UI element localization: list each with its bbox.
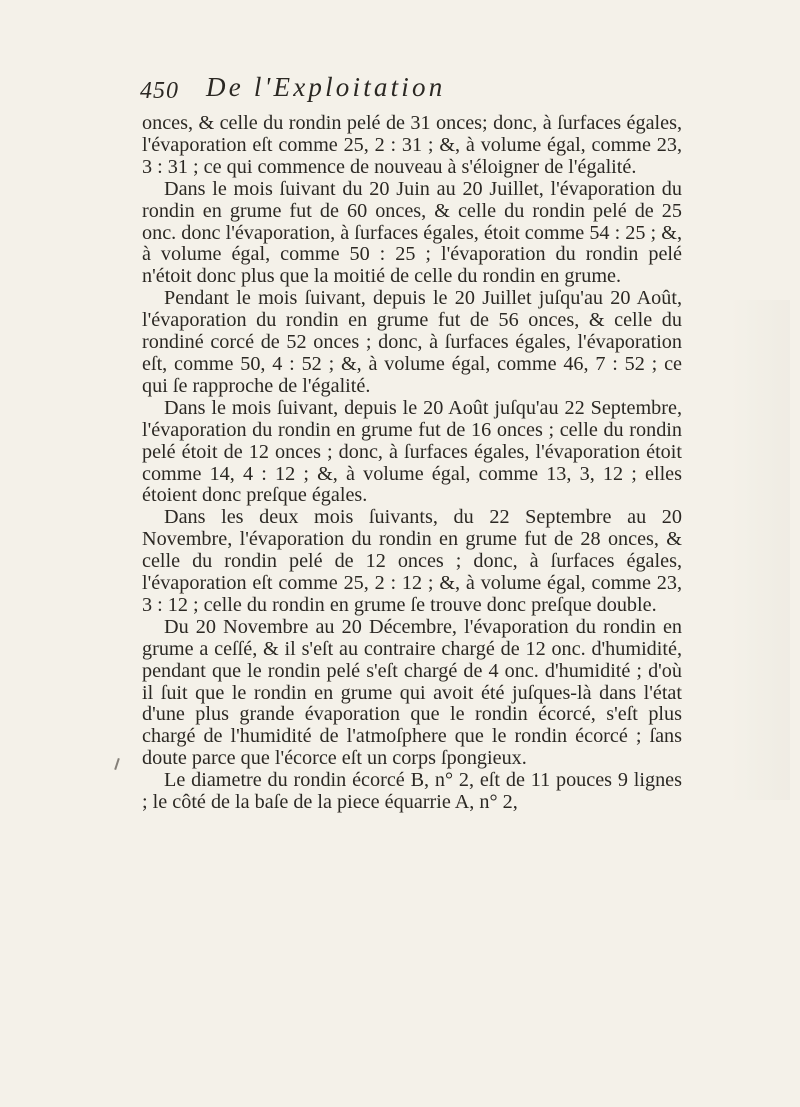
body-text xyxy=(142,113,682,814)
margin-mark xyxy=(114,758,120,770)
paragraph-2: Dans le mois ſuivant du 20 Juin au 20 Juillet, l'évaporation du rondin en grume fut de 60 onces, & celle du rondin pelé de 25 onc. donc l'évaporation, à ſurfaces égales, étoit comme 54 : 25 ; &, à volume égal, comme 50 : 25 ; l'évaporation du rondin pelé n'étoit donc plus que la moitié de celle du rondin en grume. xyxy=(142,177,682,288)
page-number: 450 xyxy=(140,78,179,104)
paragraph-5: Dans les deux mois ſuivants, du 22 Septembre au 20 Novembre, l'évaporation du rondin en grume fut de 28 onces, & celle du rondin pelé de 12 onces ; donc, à ſurfaces égales, l'évaporation eſt comme 25, 2 : 12 ; &, à volume égal, comme 23, 3 : 12 ; celle du rondin en grume ſe trouve donc preſque double. xyxy=(142,506,682,616)
paragraph-3: Pendant le mois ſuivant, depuis le 20 Juillet juſqu'au 20 Août, l'évaporation du rondin en grume fut de 56 onces, & celle du rondiné corcé de 52 onces ; donc, à ſurfaces égales, l'évaporation eſt, comme 50, 4 : 52 ; &, à volume égal, comme 46, 7 : 52 ; ce qui ſe rapproche de l'égalité. xyxy=(142,287,682,397)
paper-shading xyxy=(730,300,790,800)
running-head xyxy=(140,72,680,112)
paragraph-4: Dans le mois ſuivant, depuis le 20 Août juſqu'au 22 Septembre, l'évaporation du rondin en grume fut de 16 onces ; celle du rondin pelé étoit de 12 onces ; donc, à ſurfaces égales, l'évaporation étoit comme 14, 4 : 12 ; &, à volume égal, comme 13, 3, 12 ; elles étoient donc preſque égales. xyxy=(142,396,682,507)
running-title: De l'Exploitation xyxy=(206,72,446,102)
paragraph-1: onces, & celle du rondin pelé de 31 onces; donc, à ſurfaces égales, l'évaporation eſt comme 25, 2 : 31 ; &, à volume égal, comme 23, 3 : 31 ; ce qui commence de nouveau à s'éloigner de l'égalité. xyxy=(142,112,682,178)
paragraph-6: Du 20 Novembre au 20 Décembre, l'évaporation du rondin en grume a ceſſé, & il s'eſt au contraire chargé de 12 onc. d'humidité, pendant que le rondin pelé s'eſt chargé de 4 onc. d'humidité ; d'où il ſuit que le rondin en grume qui avoit été juſques-là dans l'état d'une plus grande évaporation que le rondin écorcé, s'eſt plus chargé de l'humidité de l'atmoſphere que le rondin écorcé ; ſans doute parce que l'écorce eſt un corps ſpongieux. xyxy=(142,615,682,770)
paragraph-7: Le diametre du rondin écorcé B, n° 2, eſt de 11 pouces 9 lignes ; le côté de la baſe de la piece équarrie A, n° 2, xyxy=(142,769,682,814)
